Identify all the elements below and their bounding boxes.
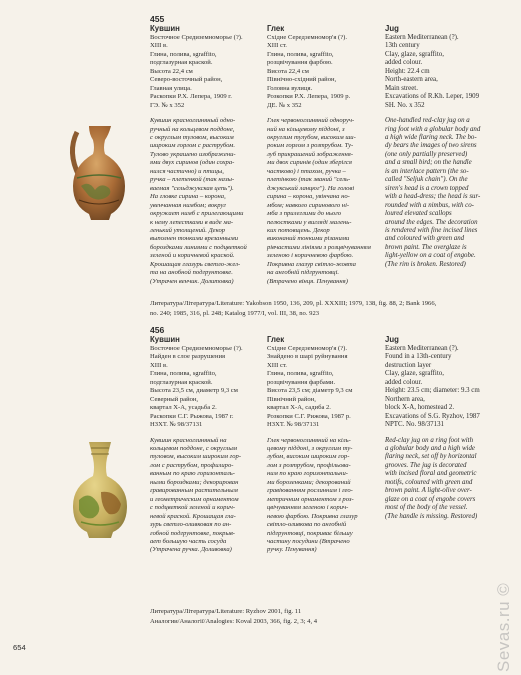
description-line: выполнен тонкими врезанными bbox=[150, 235, 238, 243]
metadata-line: Глина, полива, sgraffito, bbox=[150, 370, 217, 378]
description-line: та на анобной подгрунтовке. bbox=[150, 269, 233, 277]
item-metadata bbox=[385, 34, 489, 110]
description-line: нился частично) и птицы, bbox=[150, 167, 224, 175]
metadata-line: Northern area, bbox=[385, 395, 425, 403]
literature-references bbox=[150, 299, 500, 319]
description-line: с округлым туловом, высоким bbox=[150, 133, 234, 141]
description-line: rounded with a nimbus, with co- bbox=[385, 201, 474, 209]
description-line: (Втрачено вінця. Пгнування) bbox=[267, 277, 348, 285]
description-line: частину посудини (Втрачено bbox=[267, 537, 350, 545]
item-title: Кувшин bbox=[150, 335, 180, 344]
description-line: ями двух сиринов (один сохра- bbox=[150, 159, 235, 167]
description-line: лубом, високим широким гор- bbox=[267, 453, 350, 461]
description-line: роким горлом з розтрубом. Ту- bbox=[267, 142, 354, 150]
description-line: (one only partially preserved) bbox=[385, 150, 468, 158]
description-line: Глек червоноглиняний на кіль- bbox=[267, 436, 351, 444]
metadata-line: NPTC. No. 98/37131 bbox=[385, 421, 444, 429]
glazed-jug-green-brown-icon bbox=[67, 440, 133, 540]
description-line: ких потовщень. Декор bbox=[267, 226, 330, 234]
description-line: Крошащая глазурь светло-жел- bbox=[150, 260, 241, 268]
page-number: 654 bbox=[13, 643, 26, 652]
description-line: ает большую часть сосуда bbox=[150, 537, 227, 545]
item-description bbox=[385, 117, 489, 269]
column-en bbox=[385, 335, 489, 521]
item-metadata bbox=[150, 34, 254, 110]
watermark: Sevas.ru © bbox=[494, 582, 513, 672]
description-line: Кувшин красноглиняный на bbox=[150, 436, 227, 444]
catalogue-entry bbox=[0, 325, 521, 645]
literature-line: no. 240; 1985, 316, pl. 248; Katalog 1977/I, vol. III, 38, no. 923 bbox=[150, 309, 320, 317]
metadata-line: НЗХТ. № 98/37131 bbox=[267, 421, 320, 429]
entry-number: 455 bbox=[150, 14, 165, 24]
metadata-line: Знайдено в шарі руйнування bbox=[267, 353, 348, 361]
description-line: loured elevated scallops bbox=[385, 210, 452, 218]
metadata-line: Height: 23.5 cm; diameter: 9.3 cm bbox=[385, 387, 480, 395]
metadata-line: Found in a 13th-century bbox=[385, 353, 452, 361]
description-line: ми борозенками; декорований bbox=[267, 478, 351, 486]
metadata-line: Розкопки С.Г. Рижова, 1987 р. bbox=[267, 412, 351, 420]
description-line: туловом, высоким широким гор- bbox=[150, 453, 242, 461]
entry-number: 456 bbox=[150, 325, 165, 335]
description-line: ленький утолщений. Декор bbox=[150, 226, 226, 234]
description-line: підгрунтовці, покриває більшу bbox=[267, 529, 353, 537]
metadata-line: 13th century bbox=[385, 42, 420, 50]
description-line: лом с раструбом, профилиро- bbox=[150, 461, 234, 469]
metadata-line: Северо-восточный район, bbox=[150, 76, 223, 84]
description-line: is rendered with fine incised lines bbox=[385, 226, 478, 234]
description-line: плетінкою (так званий "сель- bbox=[267, 176, 351, 184]
description-line: grooves. The jug is decorated bbox=[385, 461, 467, 469]
metadata-line: Excavations of R.Kh. Leper, 1909 bbox=[385, 93, 480, 101]
description-line: увенчанная нимбом; вокруг bbox=[150, 201, 226, 209]
item-metadata bbox=[267, 34, 371, 110]
metadata-line: Розкопки Р.Х. Лепера, 1909 р. bbox=[267, 93, 351, 101]
description-line: округлим тулубом, високим ши- bbox=[267, 133, 356, 141]
description-line: окружает нимб с прилегающими bbox=[150, 210, 244, 218]
description-line: ными бороздками; декорирован bbox=[150, 478, 239, 486]
item-title: Jug bbox=[385, 335, 399, 344]
description-line: dy bears the images of two sirens bbox=[385, 142, 477, 150]
metadata-line: Eastern Mediterranean (?). bbox=[385, 34, 459, 41]
metadata-line: Раскопки С.Г. Рыжова, 1987 г. bbox=[150, 412, 234, 420]
description-line: Кувшин красноглиняный одно- bbox=[150, 117, 236, 125]
description-line: and a small bird; on the handle bbox=[385, 159, 472, 167]
metadata-line: Clay, glaze, sgraffito, bbox=[385, 370, 444, 378]
metadata-line: Восточное Средиземноморье (?). bbox=[150, 34, 243, 41]
description-line: метричним орнаментом з роз- bbox=[267, 495, 354, 503]
metadata-line: Раскопки Р.Х. Лепера, 1909 г. bbox=[150, 93, 232, 101]
column-ua bbox=[267, 335, 371, 555]
item-metadata bbox=[150, 345, 254, 430]
description-line: зеленою і коричневою фарбою. bbox=[267, 252, 354, 260]
item-description bbox=[267, 117, 371, 286]
metadata-line: Высота 23,5 см, диаметр 9,3 см bbox=[150, 387, 238, 395]
metadata-line: Східне Середземномор'я (?). bbox=[267, 345, 347, 352]
description-line: гравированным растительным bbox=[150, 487, 238, 495]
description-line: На гловке сирина – корона, bbox=[150, 193, 226, 201]
description-line: виконаний тонкими різаними bbox=[267, 235, 350, 243]
metadata-line: XIII в. bbox=[150, 42, 168, 50]
metadata-line: Восточное Средиземноморье (?). bbox=[150, 345, 243, 352]
description-line: ручку. Пгнування) bbox=[267, 546, 317, 554]
metadata-line: Высота 22,4 см bbox=[150, 67, 193, 75]
literature-line: Литература/Література/Literature: Yakobson 1950, 136, 209, pl. XXXIII; 1979, 138, fig. 88, 2; Bank 1966, bbox=[150, 300, 437, 307]
description-line: мба з прилеглими до нього bbox=[267, 210, 342, 218]
metadata-line: block X-A, homestead 2. bbox=[385, 404, 455, 412]
metadata-line: Висота 22,4 см bbox=[267, 67, 309, 75]
description-line: невой краской. Крошащая гла- bbox=[150, 512, 236, 520]
description-line: рівчастими лініями з розцвічуванням bbox=[267, 243, 371, 251]
metadata-line: Головна вулиця. bbox=[267, 84, 313, 92]
metadata-line: added colour. bbox=[385, 378, 423, 386]
metadata-line: ДЕ. № х 352 bbox=[267, 101, 302, 109]
item-title: Глек bbox=[267, 24, 285, 33]
description-line: мбом; навколо сиринового ні- bbox=[267, 201, 350, 209]
metadata-line: destruction layer bbox=[385, 361, 432, 369]
description-line: джукський ланцюг"). На голові bbox=[267, 184, 355, 192]
description-line: світло-оливкова по ангобній bbox=[267, 521, 347, 529]
item-title: Глек bbox=[267, 335, 285, 344]
description-line: и геометрическим орнаментом bbox=[150, 495, 239, 503]
description-line: is an interlace pattern (the so- bbox=[385, 167, 469, 175]
description-line: and coloured with green and bbox=[385, 235, 465, 243]
description-line: Red-clay jug on a ring foot with bbox=[385, 436, 474, 444]
metadata-line: Eastern Mediterranean (?). bbox=[385, 345, 459, 352]
metadata-line: Main street. bbox=[385, 84, 418, 92]
metadata-line: Глина, полива, sgraffito, bbox=[267, 50, 334, 58]
item-description bbox=[267, 437, 371, 555]
metadata-line: added colour. bbox=[385, 59, 423, 67]
metadata-line: НЗХТ. № 98/37131 bbox=[150, 421, 203, 429]
metadata-line: XIII ст. bbox=[267, 42, 287, 50]
metadata-line: Східне Середземномор'я (?). bbox=[267, 34, 347, 41]
metadata-line: квартал Х-А, садиба 2. bbox=[267, 404, 331, 412]
metadata-line: North-eastern area, bbox=[385, 76, 438, 84]
description-line: siren's head is a crown topped bbox=[385, 184, 469, 192]
description-line: невою фарбою. Покривна глазур bbox=[267, 512, 358, 520]
description-line: сирина – корона, увінчана но- bbox=[267, 193, 350, 201]
description-line: ванным по краю горизонталь- bbox=[150, 470, 235, 478]
metadata-line: Глина, полива, sgraffito, bbox=[267, 370, 334, 378]
description-line: (The handle is missing. Restored) bbox=[385, 512, 478, 520]
metadata-line: XIII ст. bbox=[267, 361, 287, 369]
metadata-line: подглазурная краской. bbox=[150, 378, 213, 386]
red-clay-jug-with-handle-icon bbox=[63, 124, 135, 224]
description-line: цевому піддоні, з округлим ту- bbox=[267, 444, 353, 452]
description-line: частково) і птахом, ручка – bbox=[267, 167, 346, 175]
literature-references bbox=[150, 607, 500, 627]
catalogue-entry bbox=[0, 14, 521, 329]
item-description bbox=[385, 437, 489, 522]
column-ua bbox=[267, 24, 371, 286]
literature-line: Аналогии/Аналогії/Analogies: Koval 2003, 366, fig. 2, 3; 4, 4 bbox=[150, 617, 318, 625]
description-line: ручный на кольцевом поддоне, bbox=[150, 125, 235, 133]
description-line: motifs, coloured with green and bbox=[385, 478, 473, 486]
item-description bbox=[150, 437, 254, 555]
item-title: Jug bbox=[385, 24, 399, 33]
metadata-line: Clay, glaze, sgraffito, bbox=[385, 50, 444, 58]
metadata-line: Северный район, bbox=[150, 395, 199, 403]
description-line: brown paint. A light-olive over- bbox=[385, 487, 472, 495]
metadata-line: Північно-східний район, bbox=[267, 76, 337, 84]
metadata-line: ГЭ. № х 352 bbox=[150, 101, 185, 109]
description-line: ручка – плетенкой (так назы- bbox=[150, 176, 235, 184]
description-line: бороздками линиями с подцветкой bbox=[150, 243, 247, 251]
description-line: ним по краю горизонтальни- bbox=[267, 470, 348, 478]
description-line: glaze on a coat of engobe covers bbox=[385, 495, 476, 503]
description-line: к нему лепестками в виде ма- bbox=[150, 218, 234, 226]
metadata-line: Висота 23,5 см; діаметр 9,3 см bbox=[267, 387, 353, 395]
metadata-line: Глина, полива, sgraffito, bbox=[150, 50, 217, 58]
item-description bbox=[150, 117, 254, 286]
description-line: Покривна глазур світло-жовта bbox=[267, 260, 356, 268]
item-title: Кувшин bbox=[150, 24, 180, 33]
metadata-line: подглазурная краской. bbox=[150, 59, 213, 67]
description-line: на ангобній підгрунтовці. bbox=[267, 269, 340, 277]
description-line: зурь светло-оливковая по ан- bbox=[150, 521, 232, 529]
description-line: зеленой и коричневой краской. bbox=[150, 252, 235, 260]
metadata-line: розцвічування фарбами. bbox=[267, 378, 336, 386]
description-line: гравіюванням рослинним і гео- bbox=[267, 487, 353, 495]
metadata-line: XIII в. bbox=[150, 361, 168, 369]
description-line: called "Seljuk chain"). On the bbox=[385, 176, 468, 184]
metadata-line: квартал Х-А, усадьба 2. bbox=[150, 404, 217, 412]
description-line: ми двох сиринів (один зберігся bbox=[267, 159, 352, 167]
description-line: most of the body of the vessel. bbox=[385, 504, 468, 512]
column-en bbox=[385, 24, 489, 269]
metadata-line: Height: 22.4 cm bbox=[385, 67, 430, 75]
description-line: широким горлом с раструбом. bbox=[150, 142, 236, 150]
description-line: with incised floral and geometric bbox=[385, 470, 477, 478]
description-line: кольцевом поддоне, с округлым bbox=[150, 444, 238, 452]
metadata-line: Північний район, bbox=[267, 395, 316, 403]
description-line: луб прикрашений зображення- bbox=[267, 150, 354, 158]
description-line: a globular body and a high wide bbox=[385, 444, 475, 452]
description-line: цвічуванням зеленою і корич- bbox=[267, 504, 349, 512]
metadata-line: розцвічування фарбою. bbox=[267, 59, 333, 67]
description-line: (The rim is broken. Restored) bbox=[385, 260, 466, 268]
description-line: (Утрачена ручка. Доливовка) bbox=[150, 546, 232, 554]
description-line: гобной подгрунтовке, покрыв- bbox=[150, 529, 235, 537]
description-line: flaring neck, set off by horizontal bbox=[385, 453, 477, 461]
description-line: ний на кільцевому піддоні, з bbox=[267, 125, 345, 133]
description-line: with a head-dress; the head is sur- bbox=[385, 193, 481, 201]
description-line: Глек червоноглиняний одноруч- bbox=[267, 117, 355, 125]
metadata-line: Найден в слое разрушения bbox=[150, 353, 226, 361]
description-line: лом з розтрубом, профільова- bbox=[267, 461, 351, 469]
metadata-line: Excavations of S.G. Ryzhov, 1987 bbox=[385, 412, 480, 420]
literature-line: Литература/Література/Literature: Ryzhov 2001, fig. 11 bbox=[150, 608, 302, 615]
metadata-line: Главная улица. bbox=[150, 84, 192, 92]
description-line: ring foot with a globular body and bbox=[385, 125, 481, 133]
description-line: a high wide flaring neck. The bo- bbox=[385, 133, 477, 141]
description-line: light-yellow on a coat of engobe. bbox=[385, 252, 476, 260]
item-metadata bbox=[385, 345, 489, 430]
description-line: Тулово украшено изображени- bbox=[150, 150, 236, 158]
description-line: One-handled red-clay jug on a bbox=[385, 117, 470, 125]
description-line: brown paint. The overglaze is bbox=[385, 243, 467, 251]
metadata-line: SH. No. x 352 bbox=[385, 101, 425, 109]
column-ru bbox=[150, 335, 254, 555]
description-line: (Утрачен венчик. Долитовка) bbox=[150, 277, 234, 285]
description-line: с подцветкой зеленой и корич- bbox=[150, 504, 236, 512]
description-line: ваемая "сельджукская цепь"). bbox=[150, 184, 234, 192]
description-line: пелюстками у вигляді малень- bbox=[267, 218, 352, 226]
item-metadata bbox=[267, 345, 371, 430]
column-ru bbox=[150, 24, 254, 286]
description-line: around the edges. The decoration bbox=[385, 218, 478, 226]
